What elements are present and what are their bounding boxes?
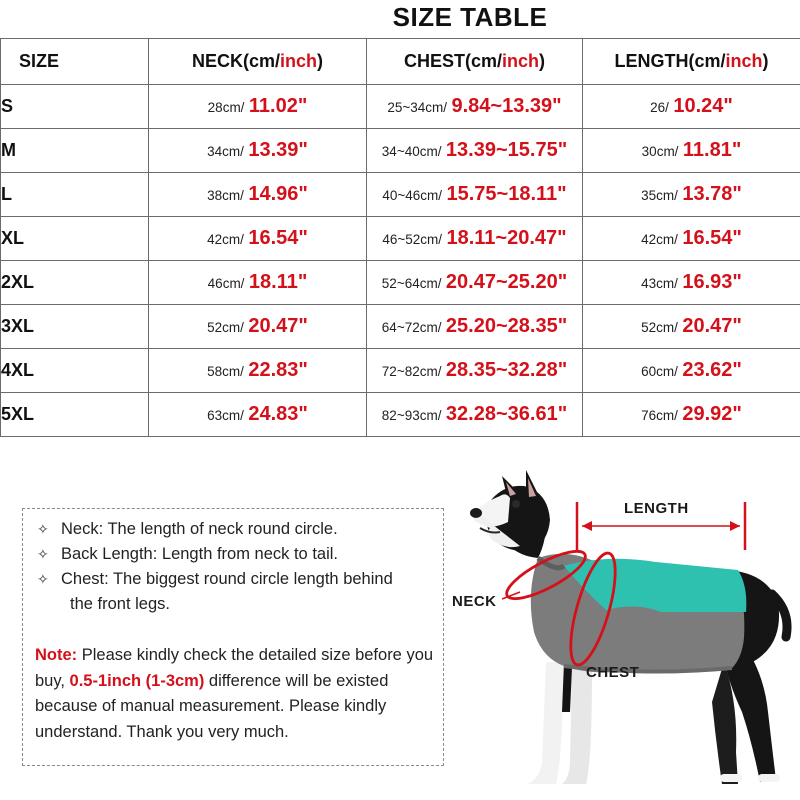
neck-cell: 42cm/ 16.54" — [149, 217, 367, 261]
table-row — [1, 129, 800, 173]
def-chest: ✧ Chest: The biggest round circle length behind the front legs. — [37, 567, 437, 617]
def-back-length: ✧ Back Length: Length from neck to tail. — [37, 542, 437, 567]
chest-cell: 40~46cm/ 15.75~18.11" — [367, 173, 583, 217]
chest-cell: 25~34cm/ 9.84~13.39" — [367, 85, 583, 129]
header-neck: NECK(cm/inch) — [149, 39, 367, 85]
length-cell: 30cm/ 11.81" — [583, 129, 800, 173]
size-cell: 4XL — [1, 349, 149, 393]
length-cell: 52cm/ 20.47" — [583, 305, 800, 349]
size-cell: L — [1, 173, 149, 217]
chest-cell: 72~82cm/ 28.35~32.28" — [367, 349, 583, 393]
length-label: LENGTH — [624, 500, 689, 517]
size-table — [0, 38, 800, 437]
neck-cell: 63cm/ 24.83" — [149, 393, 367, 437]
table-row — [1, 349, 800, 393]
size-cell: S — [1, 85, 149, 129]
chest-cell: 34~40cm/ 13.39~15.75" — [367, 129, 583, 173]
note-paragraph: Note: Please kindly check the detailed size before you buy, 0.5-1inch (1-3cm) difference will be existed because of manual measurement. Please kindly understand. Thank you very much. — [35, 646, 434, 741]
size-cell: 2XL — [1, 261, 149, 305]
table-header-row — [1, 39, 800, 85]
length-cell: 35cm/ 13.78" — [583, 173, 800, 217]
notes-box — [22, 508, 444, 766]
note-label: Note: — [35, 646, 78, 664]
chest-cell: 52~64cm/ 20.47~25.20" — [367, 261, 583, 305]
page-title: SIZE TABLE — [392, 2, 548, 32]
header-size: SIZE — [1, 39, 149, 85]
header-chest: CHEST(cm/inch) — [367, 39, 583, 85]
table-row — [1, 217, 800, 261]
length-cell: 60cm/ 23.62" — [583, 349, 800, 393]
neck-cell: 52cm/ 20.47" — [149, 305, 367, 349]
length-cell: 43cm/ 16.93" — [583, 261, 800, 305]
size-cell: 5XL — [1, 393, 149, 437]
neck-label: NECK — [452, 593, 497, 610]
chest-label: CHEST — [586, 664, 640, 681]
length-cell: 26/ 10.24" — [583, 85, 800, 129]
note-highlight: 0.5-1inch (1-3cm) — [69, 671, 205, 690]
chest-cell: 64~72cm/ 25.20~28.35" — [367, 305, 583, 349]
length-cell: 42cm/ 16.54" — [583, 217, 800, 261]
neck-cell: 46cm/ 18.11" — [149, 261, 367, 305]
table-row — [1, 305, 800, 349]
neck-cell: 34cm/ 13.39" — [149, 129, 367, 173]
table-row — [1, 173, 800, 217]
sparkle-icon: ✧ — [37, 571, 49, 587]
size-cell: 3XL — [1, 305, 149, 349]
sparkle-icon: ✧ — [37, 546, 49, 562]
neck-cell: 28cm/ 11.02" — [149, 85, 367, 129]
chest-cell: 46~52cm/ 18.11~20.47" — [367, 217, 583, 261]
sparkle-icon: ✧ — [37, 521, 49, 537]
size-cell: M — [1, 129, 149, 173]
header-length: LENGTH(cm/inch) — [583, 39, 800, 85]
neck-cell: 38cm/ 14.96" — [149, 173, 367, 217]
table-row — [1, 393, 800, 437]
dog-illustration — [446, 462, 800, 800]
length-cell: 76cm/ 29.92" — [583, 393, 800, 437]
table-row — [1, 261, 800, 305]
def-neck: ✧ Neck: The length of neck round circle. — [37, 517, 437, 542]
chest-cell: 82~93cm/ 32.28~36.61" — [367, 393, 583, 437]
measurement-diagram — [446, 462, 800, 800]
neck-cell: 58cm/ 22.83" — [149, 349, 367, 393]
table-row — [1, 85, 800, 129]
size-cell: XL — [1, 217, 149, 261]
